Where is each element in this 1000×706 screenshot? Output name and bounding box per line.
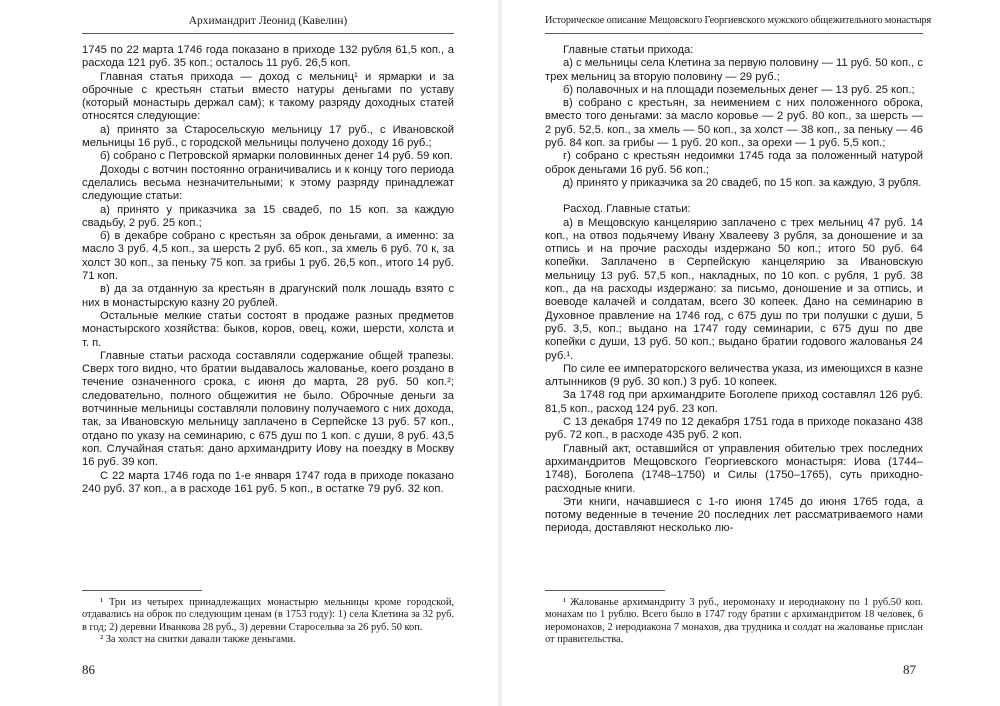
paragraph: а) принято у приказчика за 15 свадеб, по 15 коп. за каждую свадьбу, 2 руб. 25 коп.;: [82, 203, 454, 229]
paragraph: б) собрано с Петровской ярмарки половинных денег 14 руб. 59 коп.: [100, 150, 453, 163]
header-rule: [545, 33, 923, 34]
paragraph: Главные статьи прихода:: [563, 44, 694, 56]
page-number: 87: [903, 662, 916, 677]
paragraph: За 1748 год при архимандрите Боголепе приход составлял 126 руб. 81,5 коп., расход 124 руб. 23 коп.: [545, 389, 923, 415]
paragraph: 1745 по 22 марта 1746 года показано в приходе 132 рубля 61,5 коп., а расхода 121 руб. 35 коп.; осталось 11 руб. 26,5 коп.: [82, 44, 454, 70]
running-header: Архимандрит Леонид (Кавелин): [188, 15, 348, 27]
footnotes: [82, 597, 454, 647]
paragraph: б) полавочных и на площади поземельных денег — 13 руб. 25 коп.;: [563, 83, 915, 96]
running-header: Историческое описание Мещовского Георгиевского мужского общежительного монастыря: [545, 15, 932, 26]
paragraph: б) в декабре собрано с крестьян за оброк деньгами, а именно: за масло 3 руб. 4,5 коп., за шерсть 2 руб. 65 коп., за хмель 6 руб. 70 к, за холст 30 коп., за пеньку 75 коп. за грибы 1 руб. 26,5 коп., итого 14 руб. 71 коп.: [82, 230, 454, 283]
paragraph: д) принято у приказчика за 20 свадеб, по 15 коп. за каждую, 3 рубля.: [563, 176, 922, 189]
footnote: ¹ Три из четырех принадлежащих монастырю мельницы кроме городской, отдавались на оброк по следующим ценам (в 1753 году): 1) села Клетина за 32 руб. в год; 2) деревни Иванкова 28 руб., 3) деревни Старосельва за 26 руб. 50 коп.: [82, 597, 454, 633]
footnote: ² За холст на свитки давали также деньгами.: [100, 634, 296, 646]
footnote: ¹ Жалованье архимандриту 3 руб., иеромонаху и иеродиакону по 1 руб.50 коп. монахам по 1 рублю. Всего было в 1747 году братии с архимандритом 18 человек, 6 иеромонахов, 2 иеродиакона 7 монахов, два трудника и солдат на жалованье прислан от правительства.: [545, 597, 923, 646]
paragraph: Главный акт, оставшийся от управления обителью трех последних архимандритов Мещовского Георгиевского монастыря: Иова (1744–1748), Боголепа (1748–1750) и Силы (1750–1765), суть приходно-расходные книги.: [545, 442, 923, 495]
paragraph: г) собрано с крестьян недоимки 1745 года за положенный натурой оброк деньгами 16 руб. 56 коп.;: [545, 150, 923, 176]
paragraph: а) принято за Старосельскую мельницу 17 руб., с Ивановской мельницы 16 руб., с городской мельницы получено доходу 16 руб.;: [82, 123, 454, 150]
paragraph: а) с мельницы села Клетина за первую половину — 11 руб. 50 коп., с трех мельниц за вторую половину — 29 руб.;: [545, 57, 923, 83]
paragraph: Доходы с вотчин постоянно ограничивались и к концу того периода сделались весьма незначительными; к этому разряду принадлежат следующие статьи:: [82, 163, 454, 203]
paragraph: в) собрано с крестьян, за неимением с них положенного оброка, вместо того деньгами: за масло коровье — 2 руб. 80 коп., за шерсть — 2 руб. 52,5. коп., за хмель — 50 коп., за холст — 38 коп., за пеньку — 46 руб. 84 коп. за грибы — 1 руб. 20 коп., за орехи — 1 руб. 5,5 коп.;: [545, 97, 923, 150]
footnote-rule: [545, 590, 665, 591]
header-rule: [82, 33, 454, 34]
paragraph: С 22 марта 1746 года по 1-е января 1747 года в приходе показано 240 руб. 37 коп., а в расходе 161 руб. 5 коп., в остатке 79 руб. 32 коп.: [82, 469, 454, 495]
page-number: 86: [82, 662, 95, 677]
paragraph: Эти книги, начавшиеся с 1-го июня 1745 до июня 1765 года, а потому веденные в течение 20 последних лет рассматриваемого нами периода, доставляют несколько лю-: [545, 495, 923, 535]
footnote-rule: [82, 590, 202, 591]
right-page: [500, 0, 1000, 706]
body-text: [545, 44, 923, 536]
paragraph: Главные статьи расхода составляли содержание общей трапезы. Сверх того видно, что братии выдавалось жалованье, коего роздано в течение означенного срока, с июня до марта, 28 руб. 50 коп.²; следовательно, полного общежития не было. Оброчные деньги за вотчинные мельницы составляли половину получаемого с них дохода, так, за Ивановскую мельницу заплачено в Серпейске 13 руб. 57 коп., отдано по указу на семинарию, с 675 душ по 1 коп. с души, 8 руб. 43,5 коп. Случайная статья: дано архимандриту Иову на поездку в Москву 16 руб. 39 коп.: [82, 349, 454, 469]
body-text: [82, 44, 454, 496]
paragraph: С 13 декабря 1749 по 12 декабря 1751 года в приходе показано 438 руб. 72 коп., в расходе 435 руб. 2 коп.: [545, 416, 923, 442]
paragraph: в) да за отданную за крестьян в драгунский полк лошадь взято с них в монастырскую казну 20 рублей.: [82, 283, 454, 309]
paragraph: а) в Мещовскую канцелярию заплачено с трех мельниц 47 руб. 14 коп., на отвоз подьячему Ивану Хвалееву 3 рубля, за доношение и за отпись и на прочие расходы издержано 50 коп.; итого 50 руб. 64 копейки. Заплачено в Серпейскую канцелярию за Ивановскую мельницу 13 руб. 57,5 коп., накладных, по 10 коп. с рубля, 1 руб. 38 коп., да на расходы издержано: за письмо, доношение и за отпись, и воеводе калачей и солдатам, всего 30 копеек. Дано на семинарию в Духовное правление на 1746 год, с 675 душ по три полушки с души, 5 руб. 3,5, коп.; выдано на 1747 году семинарии, с 675 душ по две копейки с души, 13 руб. 50 коп.; выдано братии годового жалованья 24 руб.¹.: [545, 216, 923, 362]
paragraph: Главная статья прихода — доход с мельниц¹ и ярмарки и за оброчные с крестьян статьи вместо натуры деньгами по уставу (который монастырь держал сам); к такому разряду доходных статей относятся следующие:: [82, 70, 454, 123]
paragraph: Остальные мелкие статьи состоят в продаже разных предметов монастырского хозяйства: быков, коров, овец, кожи, шерсти, холста и т. п.: [82, 309, 454, 349]
footnotes: [545, 597, 923, 647]
paragraph: По силе ее императорского величества указа, из имеющихся в казне алтынников (9 руб. 30 коп.) 3 руб. 10 копеек.: [545, 362, 923, 389]
section-heading: Расход. Главные статьи:: [563, 203, 691, 216]
